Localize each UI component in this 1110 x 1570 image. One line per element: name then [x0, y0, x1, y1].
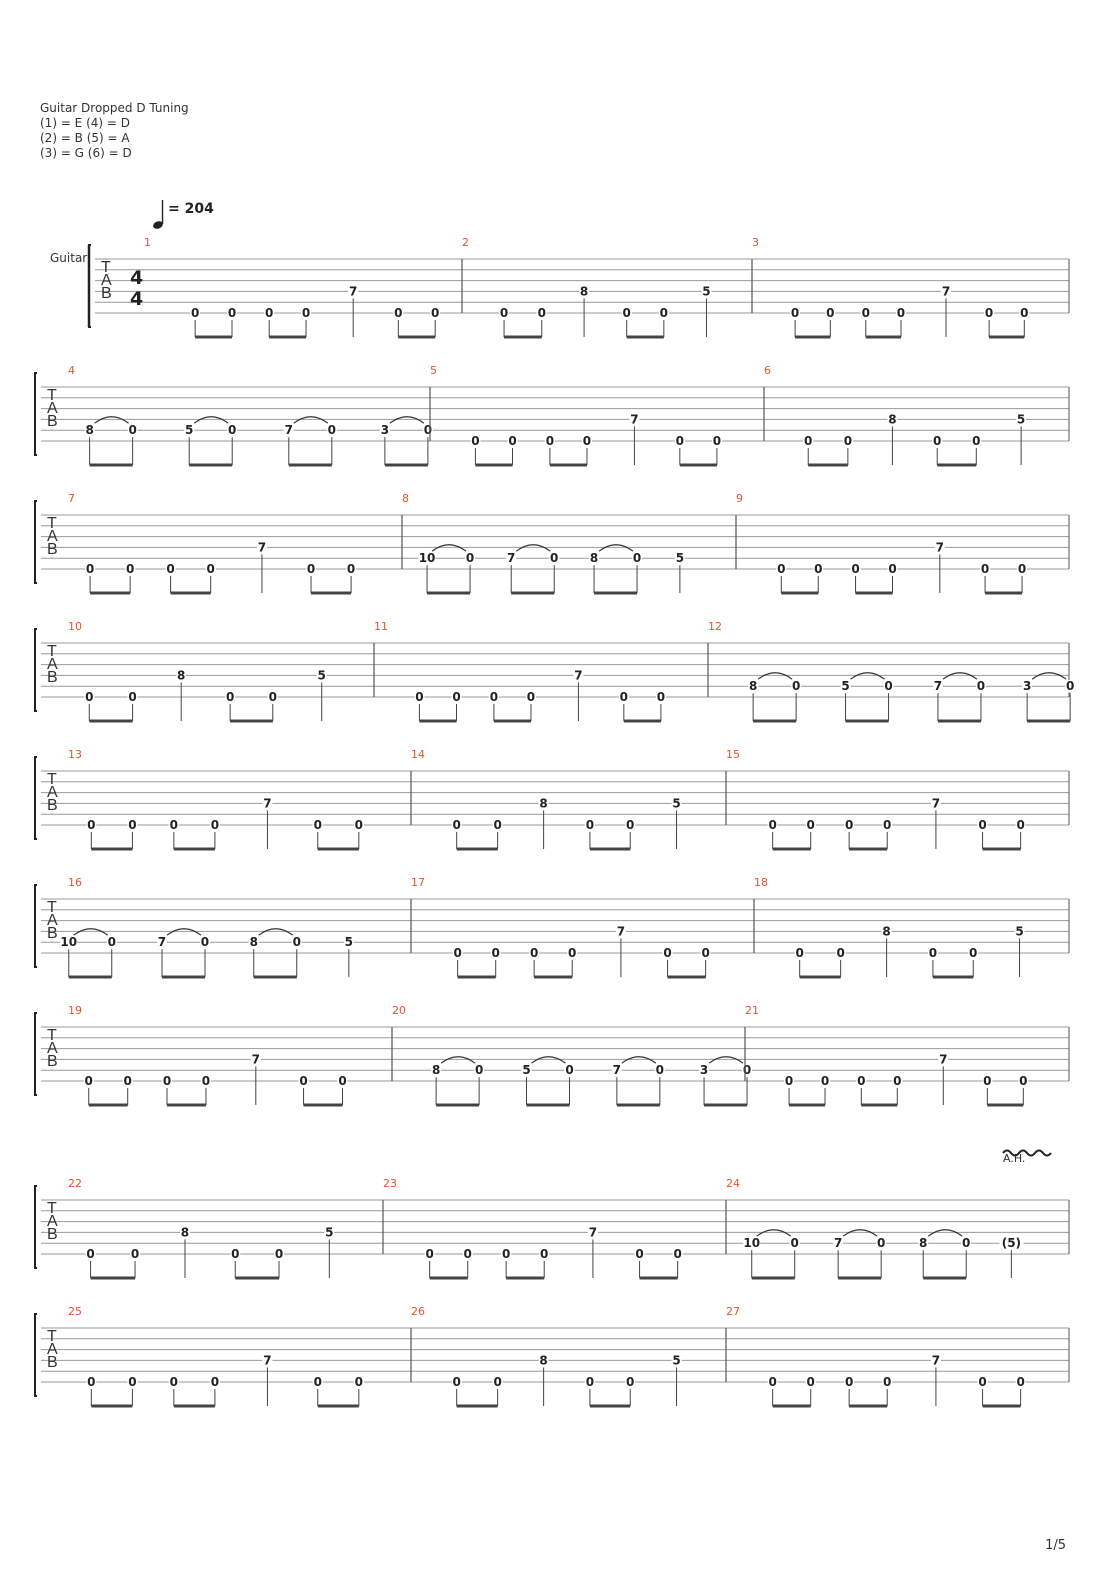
measure-number: 13 — [68, 748, 82, 761]
tab-clef-letter: T — [47, 643, 57, 660]
fret-number: 0 — [622, 306, 631, 320]
fret-number: 0 — [299, 1074, 308, 1088]
fret-number: 8 — [177, 668, 186, 683]
fret-number: 0 — [655, 1063, 665, 1078]
fret-number: 0 — [896, 306, 906, 320]
tie-arc — [599, 545, 633, 552]
fret-number: 0 — [452, 690, 461, 704]
fret-number: 0 — [354, 1375, 364, 1389]
tab-clef-letter: A — [47, 400, 58, 417]
fret-number: 0 — [465, 551, 475, 566]
tab-clef-letter: A — [47, 1341, 58, 1358]
fret-number: 7 — [931, 796, 941, 811]
fret-number: 0 — [790, 1236, 799, 1251]
fret-number: 0 — [169, 818, 179, 832]
tab-clef-letter: A — [47, 1213, 58, 1230]
tab-clef-letter: B — [47, 541, 58, 558]
fret-number: 0 — [806, 818, 815, 832]
fret-number: 0 — [206, 562, 215, 576]
measure-number: 19 — [68, 1004, 82, 1017]
fret-number: 7 — [507, 551, 516, 566]
fret-number: 0 — [814, 562, 823, 576]
fret-number: 0 — [626, 818, 635, 832]
system-bracket — [35, 885, 37, 967]
fret-number: 0 — [976, 679, 986, 694]
fret-number: 0 — [777, 562, 786, 576]
fret-number: 3 — [1022, 679, 1032, 694]
fret-number: 0 — [265, 306, 274, 320]
fret-number: 0 — [980, 562, 990, 576]
fret-number: 5 — [325, 1225, 334, 1240]
fret-number: 0 — [844, 818, 854, 832]
fret-number: 8 — [589, 551, 599, 566]
fret-number: 0 — [972, 434, 981, 448]
page-number: 1/5 — [1045, 1538, 1066, 1553]
measure-number: 20 — [392, 1004, 406, 1017]
fret-number: 0 — [790, 306, 800, 320]
tie-arc — [294, 417, 328, 424]
fret-number: 0 — [85, 562, 95, 576]
system-bracket — [35, 501, 37, 583]
fret-number: 8 — [539, 1353, 548, 1368]
fret-number: 10 — [60, 935, 78, 950]
fret-number: 0 — [962, 1236, 971, 1251]
fret-number: 0 — [431, 306, 440, 320]
fret-number: 0 — [452, 1375, 461, 1389]
tuning-title: Guitar Dropped D Tuning — [40, 101, 189, 115]
fret-number: 0 — [1016, 818, 1025, 832]
fret-number: 5 — [672, 1353, 681, 1368]
fret-number: 0 — [656, 690, 666, 704]
tie-arc — [432, 545, 466, 552]
fret-number: 0 — [565, 1063, 574, 1078]
fret-number: 0 — [861, 306, 870, 320]
fret-number: 0 — [545, 434, 555, 448]
fret-number: 0 — [983, 1074, 992, 1088]
measure-number: 25 — [68, 1305, 82, 1318]
fret-number: 7 — [263, 1353, 272, 1368]
fret-number: 0 — [228, 423, 237, 438]
tie-arc — [843, 1230, 877, 1237]
fret-number: 0 — [128, 423, 137, 438]
fret-number: 5 — [1015, 924, 1024, 939]
fret-number: 3 — [380, 423, 390, 438]
fret-number: 0 — [87, 818, 96, 832]
fret-number: 7 — [257, 540, 267, 555]
tie-arc — [95, 417, 129, 424]
tie-arc — [757, 1230, 791, 1237]
fret-number: 0 — [499, 306, 509, 320]
fret-number: 7 — [933, 679, 943, 694]
fret-number: 0 — [844, 1375, 854, 1389]
fret-number: 0 — [130, 1247, 140, 1261]
fret-number: 0 — [268, 690, 277, 704]
fret-number: 0 — [128, 818, 137, 832]
fret-number: 7 — [284, 423, 293, 438]
tab-clef-letter: A — [47, 912, 58, 929]
fret-number: 8 — [748, 679, 758, 694]
fret-number: 0 — [346, 562, 356, 576]
tuning-line: (1) = E (4) = D — [40, 116, 130, 130]
measure-number: 26 — [411, 1305, 425, 1318]
fret-number: 0 — [85, 690, 94, 704]
fret-number: 0 — [978, 1375, 987, 1389]
fret-number: 0 — [836, 946, 845, 960]
tab-clef-letter: T — [47, 387, 57, 404]
fret-number: 0 — [200, 935, 210, 950]
fret-number: 0 — [1019, 1074, 1028, 1088]
fret-number: 0 — [471, 434, 480, 448]
fret-number: 0 — [768, 1375, 777, 1389]
fret-number: 0 — [86, 1247, 95, 1261]
fret-number: 8 — [180, 1225, 190, 1240]
tuning-line: (3) = G (6) = D — [40, 146, 132, 160]
measure-number: 4 — [68, 364, 75, 377]
fret-number: 0 — [659, 306, 669, 320]
fret-number: 7 — [931, 1353, 941, 1368]
fret-number: 0 — [491, 946, 500, 960]
fret-number: 7 — [939, 1052, 948, 1067]
measure-number: 22 — [68, 1177, 82, 1190]
fret-number: 7 — [616, 924, 626, 939]
fret-number: 8 — [882, 924, 891, 939]
measure-number: 21 — [745, 1004, 759, 1017]
fret-number: 0 — [635, 1247, 644, 1261]
fret-number: (5) — [1001, 1236, 1022, 1251]
fret-number: 8 — [888, 412, 897, 427]
fret-number: 0 — [394, 306, 403, 320]
fret-number: 7 — [630, 412, 639, 427]
fret-number: 0 — [876, 1236, 886, 1251]
tab-clef-letter: T — [47, 1328, 57, 1345]
fret-number: 7 — [157, 935, 167, 950]
fret-number: 0 — [969, 946, 978, 960]
fret-number: 8 — [85, 423, 94, 438]
fret-number: 0 — [888, 562, 897, 576]
fret-number: 0 — [826, 306, 835, 320]
tempo-value: = 204 — [168, 201, 214, 217]
fret-number: 0 — [201, 1074, 211, 1088]
tie-arc — [622, 1057, 656, 1064]
tab-clef-letter: T — [47, 771, 57, 788]
fret-number: 0 — [663, 946, 672, 960]
fret-number: 0 — [568, 946, 577, 960]
measure-number: 5 — [430, 364, 437, 377]
system-bracket — [35, 1314, 37, 1396]
fret-number: 0 — [210, 818, 220, 832]
fret-number: 0 — [857, 1074, 866, 1088]
fret-number: 0 — [166, 562, 175, 576]
fret-number: 0 — [883, 1375, 892, 1389]
fret-number: 0 — [452, 818, 461, 832]
fret-number: 0 — [474, 1063, 484, 1078]
fret-number: 0 — [453, 946, 462, 960]
tab-clef-letter: B — [47, 1354, 58, 1371]
tie-arc — [943, 673, 977, 680]
fret-number: 0 — [585, 1375, 595, 1389]
fret-number: 0 — [128, 1375, 137, 1389]
fret-number: 7 — [612, 1063, 622, 1078]
fret-number: 8 — [539, 796, 548, 811]
tie-arc — [390, 417, 424, 424]
fret-number: 0 — [87, 1375, 96, 1389]
fret-number: 0 — [742, 1063, 752, 1078]
fret-number: 0 — [1017, 562, 1027, 576]
fret-number: 0 — [493, 1375, 502, 1389]
tie-arc — [758, 673, 792, 680]
fret-number: 10 — [418, 551, 436, 566]
fret-number: 0 — [84, 1074, 93, 1088]
fret-number: 0 — [493, 818, 502, 832]
fret-number: 5 — [1016, 412, 1026, 427]
fret-number: 0 — [984, 306, 994, 320]
fret-number: 0 — [501, 1247, 511, 1261]
tie-arc — [259, 929, 293, 936]
fret-number: 0 — [893, 1074, 902, 1088]
fret-number: 0 — [125, 562, 135, 576]
tab-clef-letter: B — [47, 1226, 58, 1243]
fret-number: 5 — [522, 1063, 531, 1078]
fret-number: 0 — [582, 434, 592, 448]
fret-number: 0 — [585, 818, 595, 832]
fret-number: 0 — [162, 1074, 172, 1088]
fret-number: 0 — [508, 434, 517, 448]
tab-clef-letter: B — [47, 1053, 58, 1070]
tie-arc — [531, 1057, 565, 1064]
tie-arc — [851, 673, 885, 680]
measure-number: 27 — [726, 1305, 740, 1318]
measure-number: 6 — [764, 364, 771, 377]
fret-number: 0 — [526, 690, 536, 704]
fret-number: 0 — [292, 935, 301, 950]
tab-clef-letter: T — [47, 1027, 57, 1044]
fret-number: 0 — [804, 434, 813, 448]
tab-clef-letter: B — [47, 413, 58, 430]
fret-number: 0 — [354, 818, 364, 832]
fret-number: 0 — [489, 690, 499, 704]
fret-number: 0 — [1016, 1375, 1025, 1389]
fret-number: 0 — [537, 306, 546, 320]
measure-number: 7 — [68, 492, 75, 505]
tab-clef-letter: A — [47, 528, 58, 545]
fret-number: 5 — [841, 679, 850, 694]
tab-clef-letter: A — [101, 272, 112, 289]
fret-number: 0 — [327, 423, 336, 438]
fret-number: 0 — [231, 1247, 240, 1261]
tie-arc — [194, 417, 228, 424]
fret-number: 5 — [185, 423, 194, 438]
fret-number: 0 — [313, 818, 322, 832]
fret-number: 7 — [941, 284, 951, 299]
fret-number: 0 — [210, 1375, 220, 1389]
fret-number: 0 — [415, 690, 424, 704]
tuning-line: (2) = B (5) = A — [40, 131, 130, 145]
fret-number: 0 — [851, 562, 860, 576]
measure-number: 12 — [708, 620, 722, 633]
tie-arc — [74, 929, 108, 936]
tie-arc — [709, 1057, 743, 1064]
measure-number: 1 — [144, 236, 151, 249]
tie-arc — [1032, 673, 1066, 680]
fret-number: 5 — [344, 935, 354, 950]
measure-number: 15 — [726, 748, 740, 761]
fret-number: 0 — [978, 818, 987, 832]
measure-number: 16 — [68, 876, 82, 889]
fret-number: 0 — [338, 1074, 347, 1088]
fret-number: 7 — [251, 1052, 260, 1067]
fret-number: 8 — [579, 284, 589, 299]
measure-number: 9 — [736, 492, 743, 505]
measure-number: 3 — [752, 236, 759, 249]
measure-number: 2 — [462, 236, 469, 249]
fret-number: 5 — [702, 284, 711, 299]
system-bracket — [35, 1186, 37, 1268]
tab-clef-letter: A — [47, 656, 58, 673]
fret-number: 0 — [701, 946, 710, 960]
tab-clef-letter: B — [47, 669, 58, 686]
fret-number: 0 — [107, 935, 116, 950]
fret-number: 0 — [227, 306, 237, 320]
measure-number: 18 — [754, 876, 768, 889]
system-bracket — [35, 373, 37, 455]
measure-number: 10 — [68, 620, 82, 633]
fret-number: 7 — [833, 1236, 843, 1251]
tie-arc — [167, 929, 201, 936]
fret-number: 0 — [463, 1247, 472, 1261]
fret-number: 5 — [675, 551, 685, 566]
fret-number: 7 — [574, 668, 583, 683]
fret-number: 0 — [619, 690, 629, 704]
fret-number: 7 — [935, 540, 944, 555]
tab-clef-letter: B — [101, 285, 112, 302]
fret-number: 0 — [1065, 679, 1075, 694]
fret-number: 0 — [1020, 306, 1029, 320]
fret-number: 0 — [806, 1375, 815, 1389]
system-bracket — [35, 757, 37, 839]
measure-number: 8 — [402, 492, 409, 505]
fret-number: 0 — [425, 1247, 434, 1261]
tab-clef-letter: A — [47, 1040, 58, 1057]
fret-number: 0 — [675, 434, 685, 448]
fret-number: 0 — [423, 423, 433, 438]
tab-clef-letter: T — [47, 899, 57, 916]
tie-arc — [928, 1230, 962, 1237]
fret-number: 0 — [123, 1074, 132, 1088]
fret-number: 0 — [791, 679, 801, 694]
fret-number: 0 — [928, 946, 938, 960]
tie-arc — [441, 1057, 475, 1064]
fret-number: 0 — [933, 434, 942, 448]
time-sig-bottom: 4 — [130, 288, 144, 310]
measure-number: 11 — [374, 620, 388, 633]
fret-number: 7 — [588, 1225, 598, 1240]
harmonic-label: A.H. — [1003, 1152, 1026, 1165]
fret-number: 8 — [431, 1063, 441, 1078]
fret-number: 0 — [128, 690, 137, 704]
measure-number: 17 — [411, 876, 425, 889]
fret-number: 5 — [317, 668, 326, 683]
tab-clef-letter: T — [47, 515, 57, 532]
fret-number: 8 — [919, 1236, 928, 1251]
fret-number: 0 — [673, 1247, 682, 1261]
fret-number: 0 — [768, 818, 777, 832]
fret-number: 5 — [672, 796, 681, 811]
tab-clef-letter: B — [47, 925, 58, 942]
fret-number: 0 — [540, 1247, 549, 1261]
measure-number: 23 — [383, 1177, 397, 1190]
fret-number: 3 — [699, 1063, 709, 1078]
fret-number: 0 — [626, 1375, 635, 1389]
fret-number: 0 — [883, 818, 892, 832]
tab-clef-letter: B — [47, 797, 58, 814]
fret-number: 0 — [313, 1375, 322, 1389]
fret-number: 0 — [820, 1074, 830, 1088]
fret-number: 0 — [274, 1247, 284, 1261]
fret-number: 0 — [550, 551, 559, 566]
measure-number: 14 — [411, 748, 425, 761]
fret-number: 0 — [884, 679, 893, 694]
fret-number: 0 — [712, 434, 722, 448]
fret-number: 0 — [301, 306, 311, 320]
tie-arc — [516, 545, 550, 552]
system-bracket — [35, 629, 37, 711]
fret-number: 0 — [632, 551, 642, 566]
time-sig-top: 4 — [130, 267, 144, 289]
fret-number: 0 — [225, 690, 235, 704]
fret-number: 10 — [743, 1236, 761, 1251]
tab-clef-letter: T — [47, 1200, 57, 1217]
fret-number: 0 — [843, 434, 853, 448]
fret-number: 0 — [169, 1375, 179, 1389]
fret-number: 0 — [190, 306, 200, 320]
system-bracket — [35, 1013, 37, 1095]
tab-clef-letter: A — [47, 784, 58, 801]
fret-number: 0 — [306, 562, 316, 576]
fret-number: 8 — [249, 935, 258, 950]
measure-number: 24 — [726, 1177, 740, 1190]
tab-clef-letter: T — [101, 259, 111, 276]
fret-number: 0 — [529, 946, 539, 960]
fret-number: 0 — [784, 1074, 794, 1088]
fret-number: 7 — [349, 284, 358, 299]
fret-number: 0 — [795, 946, 804, 960]
instrument-label: Guitar — [50, 251, 88, 265]
fret-number: 7 — [263, 796, 272, 811]
